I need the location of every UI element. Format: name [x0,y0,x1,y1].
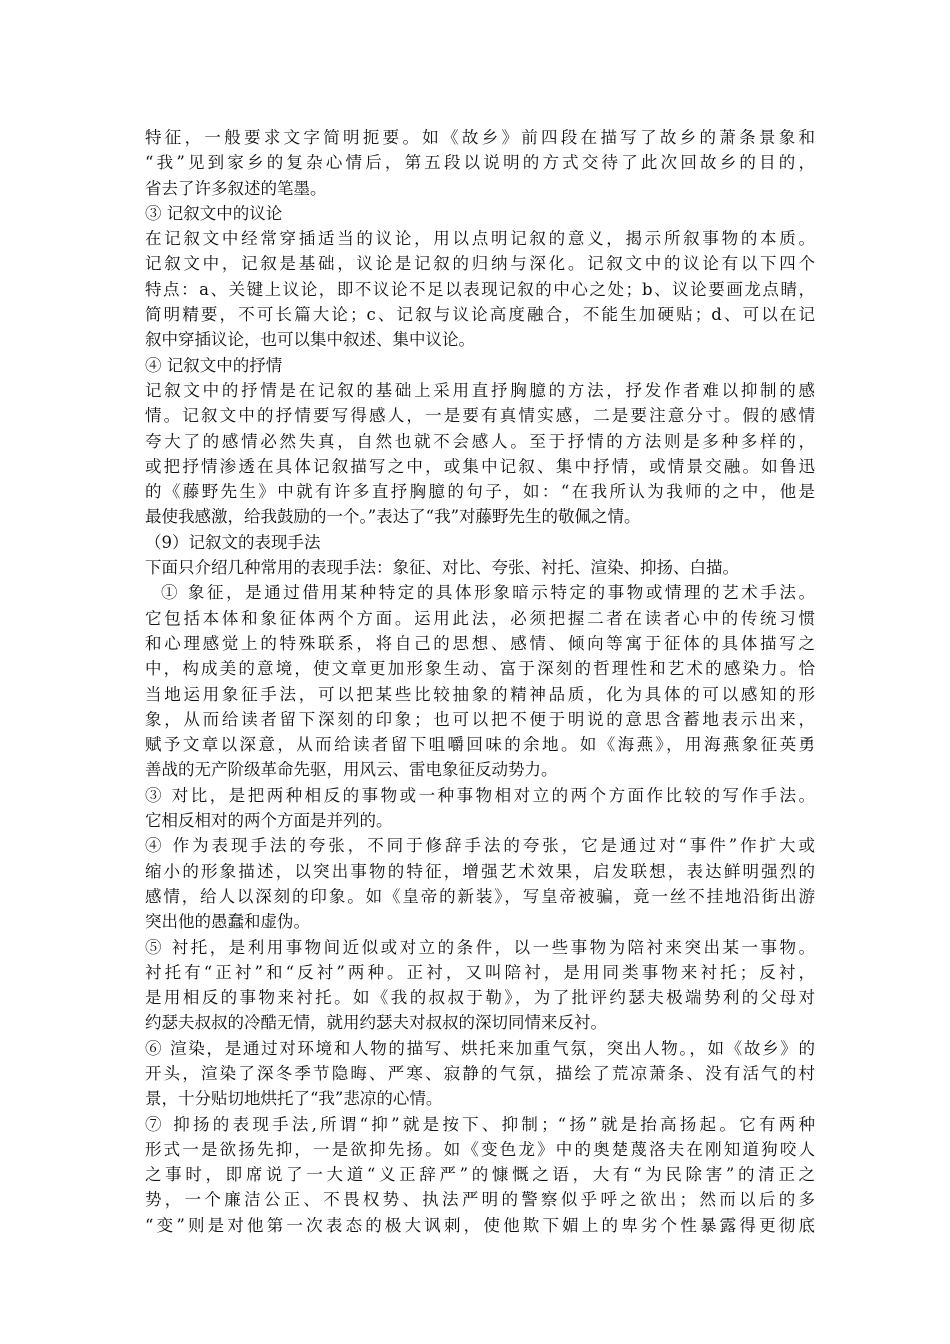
text-line: “我”见到家乡的复杂心情后，第五段以说明的方式交待了此次回故乡的目的， [145,153,815,173]
text-line: 或把抒情渗透在具体记叙描写之中，或集中记叙、集中抒情，或情景交融。如鲁迅 [145,456,815,476]
text-line: 景，十分贴切地烘托了“我”悲凉的心情。 [145,1089,443,1109]
text-line: 象，从而给读者留下深刻的印象；也可以把不便于明说的意思含蓄地表示出来， [145,709,815,729]
text-line: 开头，渲染了深冬季节隐晦、严寒、寂静的气氛，描绘了荒凉萧条、没有活气的村 [145,1063,815,1083]
text-line: 形式一是欲扬先抑，一是欲抑先扬。如《变色龙》中的奥楚蔑洛夫在刚知道狗咬人 [145,1139,815,1159]
text-line: 赋予文章以深意，从而给读者留下咀嚼回味的余地。如《海燕》，用海燕象征英勇 [145,735,815,755]
text-line: ⑥ 渲染，是通过对环境和人物的描写、烘托来加重气氛，突出人物。，如《故乡》的 [145,1038,815,1058]
text-line: 善战的无产阶级革命先驱，用风云、雷电象征反动势力。 [145,760,558,780]
text-line: “变”则是对他第一次表态的极大讽刺，使他欺下媚上的卑劣个性暴露得更彻底 [145,1215,815,1235]
text-line: 突出他的愚蠢和虚伪。 [145,912,310,932]
text-line: 省去了许多叙述的笔墨。 [145,178,327,198]
text-line: 叙中穿插议论，也可以集中叙述、集中议论。 [145,330,475,350]
text-line: ① 象征，是通过借用某种特定的具体形象暗示特定的事物或情理的艺术手法。 [161,583,815,603]
text-line: 当地运用象征手法，可以把某些比较抽象的精神品质，化为具体的可以感知的形 [145,684,815,704]
text-line: 势，一个廉洁公正、不畏权势、执法严明的警察似乎呼之欲出；然而以后的多 [145,1190,815,1210]
text-line: 下面只介绍几种常用的表现手法：象征、对比、夸张、衬托、渲染、抑扬、白描。 [145,558,739,578]
document-body [145,125,815,1238]
text-line: ③ 记叙文中的议论 [145,203,283,223]
text-line: 和心理感觉上的特殊联系，将自己的思想、感情、倾向等寓于征体的具体描写之 [145,633,815,653]
text-line: 最使我感激，给我鼓励的一个。”表达了“我”对藤野先生的敬佩之情。 [145,507,641,527]
text-line: ④ 作为表现手法的夸张，不同于修辞手法的夸张，它是通过对“事件”作扩大或 [145,836,815,856]
text-line: 中，构成美的意境，使文章更加形象生动、富于深刻的哲理性和艺术的感染力。恰 [145,659,815,679]
text-line: 感情，给人以深刻的印象。如《皇帝的新装》，写皇帝被骗，竟一丝不挂地沿街出游 [145,886,815,906]
text-line: 缩小的形象描述，以突出事物的特征，增强艺术效果，启发联想，表达鲜明强烈的 [145,861,815,881]
text-line: 是用相反的事物来衬托。如《我的叔叔于勒》，为了批评约瑟夫极端势利的父母对 [145,988,815,1008]
text-line: 约瑟夫叔叔的冷酷无情，就用约瑟夫对叔叔的深切同情来反衬。 [145,1013,607,1033]
text-line: （9）记叙文的表现手法 [145,532,321,552]
text-line: 夸大了的感情必然失真，自然也就不会感人。至于抒情的方法则是多种多样的， [145,431,815,451]
text-line: 衬托有“正衬”和“反衬”两种。正衬，又叫陪衬，是用同类事物来衬托；反衬， [145,962,815,982]
text-line: 它相反相对的两个方面是并列的。 [145,811,393,831]
text-line: ⑤ 衬托，是利用事物间近似或对立的条件，以一些事物为陪衬来突出某一事物。 [145,937,815,957]
text-line: 特征，一般要求文字简明扼要。如《故乡》前四段在描写了故乡的萧条景象和 [145,128,815,147]
text-line: 简明精要，不可长篇大论；c、记叙与议论高度融合，不能生加硬贴；d、可以在记 [145,305,815,325]
text-line: ④ 记叙文中的抒情 [145,355,283,375]
text-line: 记叙文中，记叙是基础，议论是记叙的归纳与深化。记叙文中的议论有以下四个 [145,254,815,274]
text-line: ③ 对比，是把两种相反的事物或一种事物相对立的两个方面作比较的写作手法。 [145,785,815,805]
text-line: 的《藤野先生》中就有许多直抒胸臆的句子，如：“在我所认为我师的之中，他是 [145,482,815,502]
text-line: 记叙文中的抒情是在记叙的基础上采用直抒胸臆的方法，抒发作者难以抑制的感 [145,380,815,400]
text-line: 之事时，即席说了一大道“义正辞严”的慷慨之语，大有“为民除害”的清正之 [145,1165,815,1185]
text-line: 它包括本体和象征体两个方面。运用此法，必须把握二者在读者心中的传统习惯 [145,608,815,628]
text-line: 在记叙文中经常穿插适当的议论，用以点明记叙的意义，揭示所叙事物的本质。 [145,229,815,249]
text-line: ⑦ 抑扬的表现手法,所谓“抑”就是按下、抑制；“扬”就是抬高扬起。它有两种 [145,1114,815,1134]
text-line: 情。记叙文中的抒情要写得感人，一是要有真情实感，二是要注意分寸。假的感情 [145,406,815,426]
text-line: 特点：a、关键上议论，即不议论不足以表现记叙的中心之处；b、议论要画龙点睛， [145,279,815,299]
